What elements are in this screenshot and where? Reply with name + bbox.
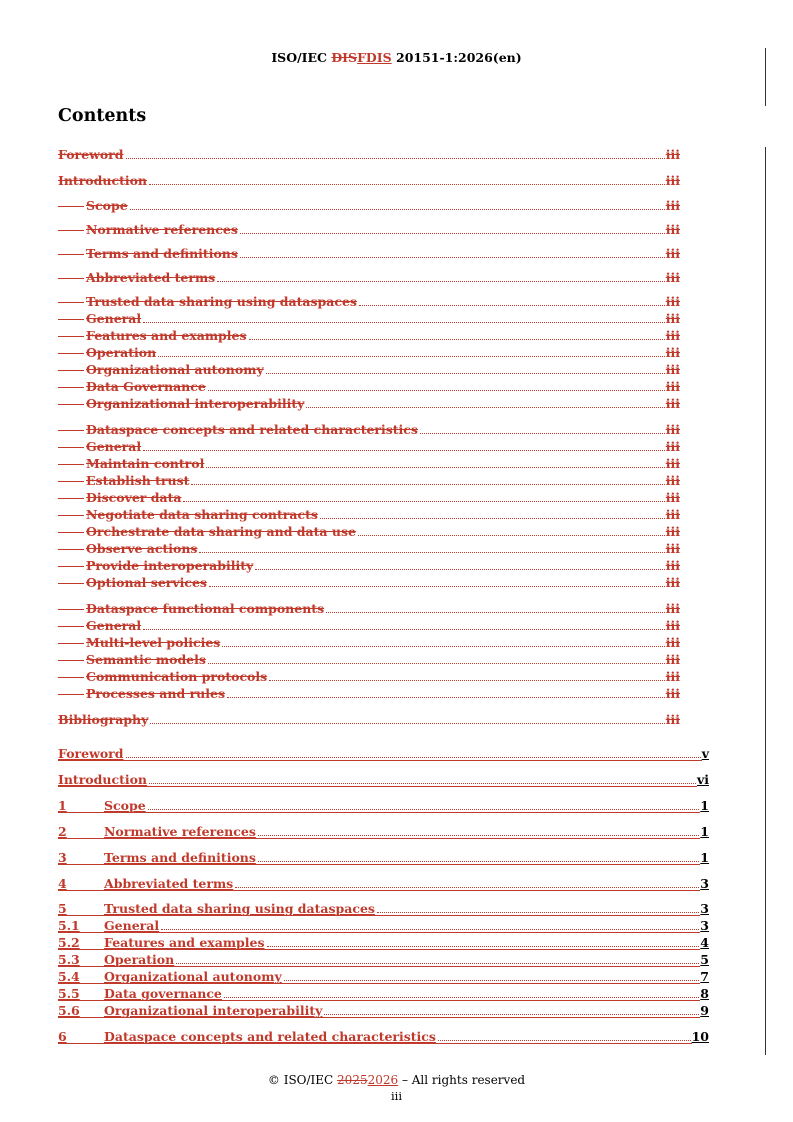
- toc-label: Scope: [104, 798, 146, 813]
- toc-page-number: iii: [665, 575, 680, 590]
- toc-page-number: iii: [665, 270, 680, 285]
- toc-page-number: iii: [665, 379, 680, 394]
- dot-leader: [267, 946, 700, 947]
- toc-label: Observe actions: [86, 541, 198, 556]
- toc-label: General: [86, 618, 142, 633]
- dot-leader: [217, 281, 665, 282]
- toc-entry[interactable]: [58, 1004, 709, 1018]
- dot-leader: [326, 612, 665, 613]
- toc-page-number: iii: [665, 198, 680, 213]
- toc-label: Maintain control: [86, 456, 205, 471]
- toc-section-number: 5.1: [58, 918, 80, 933]
- indent-leader: [58, 609, 84, 610]
- insertion-underline: [58, 966, 700, 967]
- toc-page-number: iii: [665, 147, 680, 162]
- footer-suffix: – All rights reserved: [398, 1073, 526, 1087]
- dot-leader: [320, 518, 665, 519]
- insertion-underline: [58, 983, 700, 984]
- dot-leader: [358, 535, 665, 536]
- toc-page-number: 10: [691, 1029, 709, 1044]
- toc-entry-deleted[interactable]: [58, 329, 680, 343]
- insertion-underline: [58, 932, 700, 933]
- page-number: iii: [390, 1089, 403, 1103]
- indent-leader: [58, 532, 84, 533]
- toc-entry-deleted[interactable]: [58, 199, 680, 213]
- toc-label: Discover data: [86, 490, 182, 505]
- toc-section-number: 5.5: [58, 986, 80, 1001]
- toc-label: Data Governance: [86, 379, 206, 394]
- toc-label: Provide interoperability: [86, 558, 254, 573]
- indent-leader: [58, 387, 84, 388]
- toc-label: Foreword: [58, 147, 124, 162]
- change-bar-main: [765, 147, 766, 1055]
- toc-label: Data governance: [104, 986, 222, 1001]
- toc-entry-deleted[interactable]: [58, 619, 680, 633]
- toc-label: Features and examples: [104, 935, 265, 950]
- toc-entry-deleted[interactable]: [58, 174, 680, 188]
- toc-section-number: 5.4: [58, 969, 80, 984]
- toc-entry[interactable]: [58, 773, 709, 787]
- toc-entry[interactable]: [58, 877, 709, 891]
- dot-leader: [158, 356, 665, 357]
- toc-page-number: iii: [665, 601, 680, 616]
- toc-page-number: iii: [665, 294, 680, 309]
- dot-leader: [191, 484, 664, 485]
- dot-leader: [150, 723, 664, 724]
- toc-entry-deleted[interactable]: [58, 602, 680, 616]
- toc-entry-deleted[interactable]: [58, 247, 680, 261]
- indent-leader: [58, 230, 84, 231]
- toc-entry-deleted[interactable]: [58, 559, 680, 573]
- insertion-underline: [58, 812, 700, 813]
- dot-leader: [227, 697, 665, 698]
- toc-entry[interactable]: [58, 799, 709, 813]
- toc-section-number: 3: [58, 850, 67, 865]
- indent-leader: [58, 404, 84, 405]
- toc-entry-deleted[interactable]: [58, 670, 680, 684]
- toc-label: Terms and definitions: [104, 850, 256, 865]
- indent-leader: [58, 464, 84, 465]
- toc-entry[interactable]: [58, 902, 709, 916]
- toc-page-number: 9: [700, 1003, 709, 1018]
- toc-entry[interactable]: [58, 987, 709, 1001]
- toc-label: Operation: [86, 345, 157, 360]
- page-title: Contents: [58, 106, 147, 126]
- toc-section-number: 1: [58, 798, 67, 813]
- toc-label: Introduction: [58, 173, 148, 188]
- toc-entry-deleted[interactable]: [58, 440, 680, 454]
- toc-label: Processes and rules: [86, 686, 225, 701]
- footer-deleted-year: 2025: [337, 1073, 368, 1087]
- toc-label: General: [86, 311, 142, 326]
- dot-leader: [208, 390, 665, 391]
- toc-label: Scope: [86, 198, 128, 213]
- toc-label: General: [86, 439, 142, 454]
- toc-label: Organizational interoperability: [86, 396, 305, 411]
- change-bar-top: [765, 48, 766, 106]
- toc-section-number: 5.2: [58, 935, 80, 950]
- toc-entry-deleted[interactable]: [58, 491, 680, 505]
- dot-leader: [377, 912, 699, 913]
- toc-section-number: 2: [58, 824, 67, 839]
- toc-label: Features and examples: [86, 328, 247, 343]
- toc-entry-deleted[interactable]: [58, 380, 680, 394]
- toc-entry-deleted[interactable]: [58, 713, 680, 727]
- dot-leader: [206, 467, 664, 468]
- indent-leader: [58, 549, 84, 550]
- toc-page-number: iii: [665, 246, 680, 261]
- insertion-underline: [58, 949, 700, 950]
- toc-page-number: 3: [700, 901, 709, 916]
- header-suffix: 20151-1:2026(en): [391, 50, 522, 65]
- toc-section-number: 5: [58, 901, 67, 916]
- document-header: [0, 50, 793, 65]
- toc-page-number: 1: [700, 798, 709, 813]
- toc-page-number: iii: [665, 396, 680, 411]
- toc-label: Orchestrate data sharing and data use: [86, 524, 356, 539]
- toc-page-number: iii: [665, 362, 680, 377]
- dot-leader: [209, 586, 665, 587]
- indent-leader: [58, 302, 84, 303]
- dot-leader: [149, 783, 696, 784]
- toc-page-number: iii: [665, 222, 680, 237]
- toc-page-number: iii: [665, 422, 680, 437]
- toc-section-number: 6: [58, 1029, 67, 1044]
- dot-leader: [324, 1014, 699, 1015]
- toc-page-number: iii: [665, 507, 680, 522]
- header-prefix: ISO/IEC: [271, 50, 332, 65]
- toc-entry-deleted[interactable]: [58, 542, 680, 556]
- insertion-underline: [58, 890, 700, 891]
- toc-label: Organizational autonomy: [86, 362, 264, 377]
- toc-label: Negotiate data sharing contracts: [86, 507, 318, 522]
- indent-leader: [58, 353, 84, 354]
- toc-entry-deleted[interactable]: [58, 423, 680, 437]
- dot-leader: [420, 433, 665, 434]
- dot-leader: [240, 257, 665, 258]
- toc-label: Terms and definitions: [86, 246, 238, 261]
- insertion-underline: [58, 1043, 692, 1044]
- indent-leader: [58, 336, 84, 337]
- dot-leader: [183, 501, 664, 502]
- toc-page-number: 7: [700, 969, 709, 984]
- dot-leader: [438, 1040, 691, 1041]
- dot-leader: [126, 757, 701, 758]
- toc-label: Normative references: [86, 222, 238, 237]
- toc-entry-deleted[interactable]: [58, 508, 680, 522]
- dot-leader: [249, 339, 665, 340]
- toc-entry-deleted[interactable]: [58, 397, 680, 411]
- toc-label: Dataspace concepts and related characteristics: [86, 422, 418, 437]
- copyright-footer: [0, 1073, 793, 1087]
- dot-leader: [224, 997, 699, 998]
- dot-leader: [208, 663, 665, 664]
- toc-page-number: iii: [665, 618, 680, 633]
- toc-entry-deleted[interactable]: [58, 687, 680, 701]
- indent-leader: [58, 677, 84, 678]
- toc-entry-deleted[interactable]: [58, 312, 680, 326]
- dot-leader: [266, 373, 665, 374]
- dot-leader: [284, 980, 700, 981]
- toc-entry-deleted[interactable]: [58, 148, 680, 162]
- toc-entry-deleted[interactable]: [58, 346, 680, 360]
- indent-leader: [58, 643, 84, 644]
- toc-label: Trusted data sharing using dataspaces: [86, 294, 357, 309]
- toc-section-number: 4: [58, 876, 67, 891]
- toc-section-number: 5.3: [58, 952, 80, 967]
- toc-label: Trusted data sharing using dataspaces: [104, 901, 375, 916]
- toc-label: Dataspace concepts and related characteristics: [104, 1029, 436, 1044]
- dot-leader: [258, 861, 699, 862]
- toc-entry[interactable]: [58, 825, 709, 839]
- toc-page-number: iii: [665, 345, 680, 360]
- dot-leader: [143, 450, 665, 451]
- dot-leader: [359, 305, 665, 306]
- toc-page-number: iii: [665, 490, 680, 505]
- toc-page-number: iii: [665, 652, 680, 667]
- toc-page-number: iii: [665, 439, 680, 454]
- toc-page-number: vi: [696, 772, 709, 787]
- toc-page-number: 1: [700, 824, 709, 839]
- toc-entry[interactable]: [58, 919, 709, 933]
- footer-prefix: © ISO/IEC: [267, 1073, 338, 1087]
- insertion-underline: [58, 786, 697, 787]
- dot-leader: [143, 322, 665, 323]
- toc-entry[interactable]: [58, 851, 709, 865]
- dot-leader: [235, 887, 699, 888]
- footer-inserted-year: 2026: [367, 1073, 399, 1087]
- toc-page-number: iii: [665, 473, 680, 488]
- toc-entry-deleted[interactable]: [58, 576, 680, 590]
- indent-leader: [58, 278, 84, 279]
- toc-entry-deleted[interactable]: [58, 223, 680, 237]
- dot-leader: [199, 552, 664, 553]
- indent-leader: [58, 583, 84, 584]
- indent-leader: [58, 626, 84, 627]
- toc-entry[interactable]: [58, 936, 709, 950]
- toc-page-number: iii: [665, 541, 680, 556]
- indent-leader: [58, 447, 84, 448]
- toc-section-number: 5.6: [58, 1003, 80, 1018]
- indent-leader: [58, 206, 84, 207]
- toc-label: Organizational interoperability: [104, 1003, 323, 1018]
- toc-entry-deleted[interactable]: [58, 271, 680, 285]
- toc-label: General: [104, 918, 160, 933]
- toc-entry-deleted[interactable]: [58, 295, 680, 309]
- dot-leader: [269, 680, 665, 681]
- dot-leader: [130, 209, 665, 210]
- toc-label: Semantic models: [86, 652, 206, 667]
- insertion-underline: [58, 1000, 700, 1001]
- indent-leader: [58, 515, 84, 516]
- dot-leader: [176, 963, 699, 964]
- toc-page-number: 5: [700, 952, 709, 967]
- toc-label: Foreword: [58, 746, 124, 761]
- toc-entry-deleted[interactable]: [58, 363, 680, 377]
- insertion-underline: [58, 864, 700, 865]
- toc-label: Normative references: [104, 824, 256, 839]
- toc-entry-deleted[interactable]: [58, 474, 680, 488]
- toc-page-number: iii: [665, 712, 680, 727]
- toc-page-number: v: [701, 746, 709, 761]
- dot-leader: [222, 646, 664, 647]
- toc-page-number: iii: [665, 635, 680, 650]
- toc-page-number: 1: [700, 850, 709, 865]
- toc-entry-deleted[interactable]: [58, 525, 680, 539]
- dot-leader: [240, 233, 665, 234]
- toc-label: Operation: [104, 952, 175, 967]
- toc-label: Communication protocols: [86, 669, 268, 684]
- indent-leader: [58, 660, 84, 661]
- dot-leader: [143, 629, 665, 630]
- dot-leader: [148, 809, 700, 810]
- toc-label: Multi-level policies: [86, 635, 221, 650]
- insertion-underline: [58, 760, 702, 761]
- toc-entry[interactable]: [58, 1030, 709, 1044]
- toc-label: Optional services: [86, 575, 207, 590]
- toc-page-number: iii: [665, 686, 680, 701]
- toc-page-number: 4: [700, 935, 709, 950]
- indent-leader: [58, 370, 84, 371]
- toc-page-number: iii: [665, 524, 680, 539]
- toc-page-number: 8: [700, 986, 709, 1001]
- toc-page-number: iii: [665, 456, 680, 471]
- toc-entry[interactable]: [58, 747, 709, 761]
- toc-page-number: 3: [700, 876, 709, 891]
- toc-page-number: 3: [700, 918, 709, 933]
- toc-label: Abbreviated terms: [86, 270, 216, 285]
- indent-leader: [58, 566, 84, 567]
- indent-leader: [58, 694, 84, 695]
- toc-entry-deleted[interactable]: [58, 457, 680, 471]
- dot-leader: [306, 407, 664, 408]
- dot-leader: [161, 929, 699, 930]
- indent-leader: [58, 254, 84, 255]
- dot-leader: [149, 184, 665, 185]
- toc-page-number: iii: [665, 311, 680, 326]
- insertion-underline: [58, 915, 700, 916]
- toc-page-number: iii: [665, 558, 680, 573]
- toc-label: Organizational autonomy: [104, 969, 282, 984]
- dot-leader: [126, 158, 665, 159]
- indent-leader: [58, 498, 84, 499]
- toc-label: Introduction: [58, 772, 148, 787]
- dot-leader: [258, 835, 699, 836]
- indent-leader: [58, 319, 84, 320]
- insertion-underline: [58, 1017, 700, 1018]
- toc-label: Bibliography: [58, 712, 149, 727]
- dot-leader: [255, 569, 664, 570]
- toc-label: Dataspace functional components: [86, 601, 325, 616]
- toc-label: Establish trust: [86, 473, 190, 488]
- indent-leader: [58, 430, 84, 431]
- header-deleted-text: DIS: [331, 50, 358, 65]
- toc-page-number: iii: [665, 328, 680, 343]
- toc-entry-deleted[interactable]: [58, 653, 680, 667]
- toc-label: Abbreviated terms: [104, 876, 234, 891]
- toc-entry[interactable]: [58, 953, 709, 967]
- indent-leader: [58, 481, 84, 482]
- toc-entry-deleted[interactable]: [58, 636, 680, 650]
- toc-entry[interactable]: [58, 970, 709, 984]
- toc-page-number: iii: [665, 173, 680, 188]
- insertion-underline: [58, 838, 700, 839]
- toc-page-number: iii: [665, 669, 680, 684]
- header-inserted-text: FDIS: [357, 50, 392, 65]
